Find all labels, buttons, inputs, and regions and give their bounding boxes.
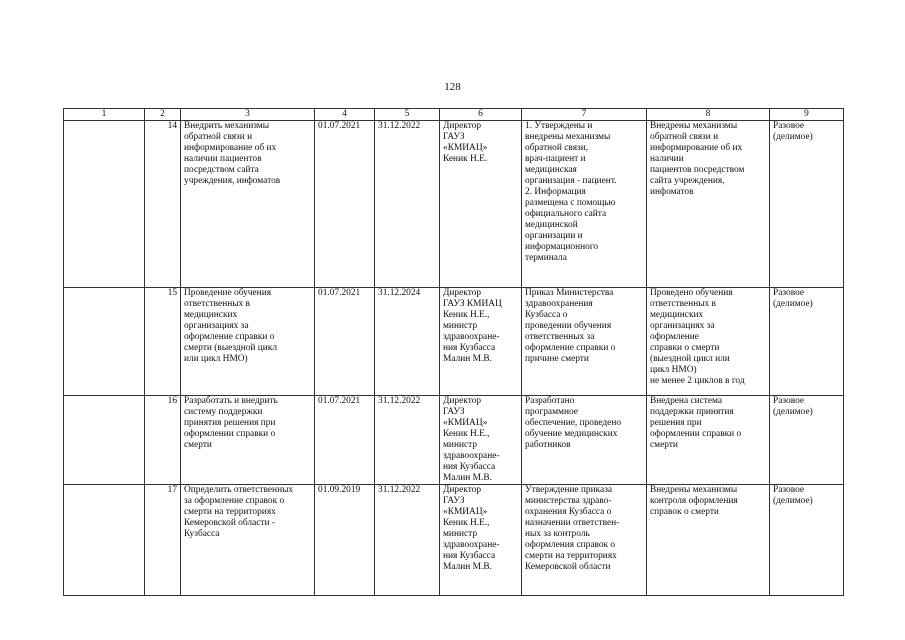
end-date-cell: 31.12.2022 <box>375 121 440 288</box>
row-number: 16 <box>145 396 181 485</box>
table-row <box>64 396 844 485</box>
type-cell: Разовое (делимое) <box>770 288 844 396</box>
task-cell: Разработать и внедрить систему поддержки принятия решения при оформлении справки о смерти <box>181 396 315 485</box>
header-col-2: 2 <box>145 109 181 121</box>
end-date-cell: 31.12.2024 <box>375 288 440 396</box>
task-cell: Проведение обучения ответственных в медицинских организациях за оформление справки о смерти (выездной цикл или цикл НМО) <box>181 288 315 396</box>
cell-blank <box>64 485 145 596</box>
document-cell: Приказ Министерства здравоохранения Кузбасса о проведении обучения ответственных за оформление справки о причине смерти <box>522 288 647 396</box>
table-row <box>64 288 844 396</box>
document-cell: Разработано программное обеспечение, проведено обучение медицинских работников <box>522 396 647 485</box>
type-cell: Разовое (делимое) <box>770 121 844 288</box>
end-date-cell: 31.12.2022 <box>375 396 440 485</box>
type-cell: Разовое (делимое) <box>770 485 844 596</box>
start-date-cell: 01.09.2019 <box>315 485 375 596</box>
cell-blank <box>64 288 145 396</box>
header-col-6: 6 <box>440 109 522 121</box>
task-cell: Определить ответственных за оформление справок о смерти на территориях Кемеровской области - Кузбасса <box>181 485 315 596</box>
header-col-7: 7 <box>522 109 647 121</box>
header-col-3: 3 <box>181 109 315 121</box>
start-date-cell: 01.07.2021 <box>315 396 375 485</box>
end-date-cell: 31.12.2022 <box>375 485 440 596</box>
cell-blank <box>64 121 145 288</box>
responsible-cell: Директор ГАУЗ «КМИАЦ» Кеник Н.Е., министр здравоохране- ния Кузбасса Малин М.В. <box>440 396 522 485</box>
start-date-cell: 01.07.2021 <box>315 121 375 288</box>
header-col-5: 5 <box>375 109 440 121</box>
row-number: 17 <box>145 485 181 596</box>
result-cell: Внедрены механизмы обратной связи и информирование об их наличии пациентов посредством сайта учреждения, инфоматов <box>647 121 770 288</box>
row-number: 15 <box>145 288 181 396</box>
table-row <box>64 121 844 288</box>
start-date-cell: 01.07.2021 <box>315 288 375 396</box>
page-number: 128 <box>444 81 461 93</box>
responsible-cell: Директор ГАУЗ «КМИАЦ» Кеник Н.Е. <box>440 121 522 288</box>
responsible-cell: Директор ГАУЗ «КМИАЦ» Кеник Н.Е., министр здравоохране- ния Кузбасса Малин М.В. <box>440 485 522 596</box>
header-col-9: 9 <box>770 109 844 121</box>
cell-blank <box>64 396 145 485</box>
table-row <box>64 485 844 596</box>
responsible-cell: Директор ГАУЗ КМИАЦ Кеник Н.Е., министр здравоохране- ния Кузбасса Малин М.В. <box>440 288 522 396</box>
row-number: 14 <box>145 121 181 288</box>
plan-table <box>63 108 844 596</box>
result-cell: Проведено обучения ответственных в медицинских организациях за оформление справки о смерти (выездной цикл или цикл НМО) не менее 2 циклов в год <box>647 288 770 396</box>
result-cell: Внедрены механизмы контроля оформления справок о смерти <box>647 485 770 596</box>
header-col-1: 1 <box>64 109 145 121</box>
result-cell: Внедрена система поддержки принятия решения при оформлении справки о смерти <box>647 396 770 485</box>
document-cell: 1. Утверждены и внедрены механизмы обратной связи, врач-пациент и медицинская организация - пациент. 2. Информация размещена с помощью официального сайта медицинской организации и информационного терминала <box>522 121 647 288</box>
type-cell: Разовое (делимое) <box>770 396 844 485</box>
header-row <box>64 109 844 121</box>
document-cell: Утверждение приказа министерства здраво- охранения Кузбасса о назначении ответствен- ных за контроль оформления справок о смерти на территориях Кемеровской области <box>522 485 647 596</box>
task-cell: Внедрить механизмы обратной связи и информирование об их наличии пациентов посредством сайта учреждения, инфоматов <box>181 121 315 288</box>
header-col-4: 4 <box>315 109 375 121</box>
header-col-8: 8 <box>647 109 770 121</box>
